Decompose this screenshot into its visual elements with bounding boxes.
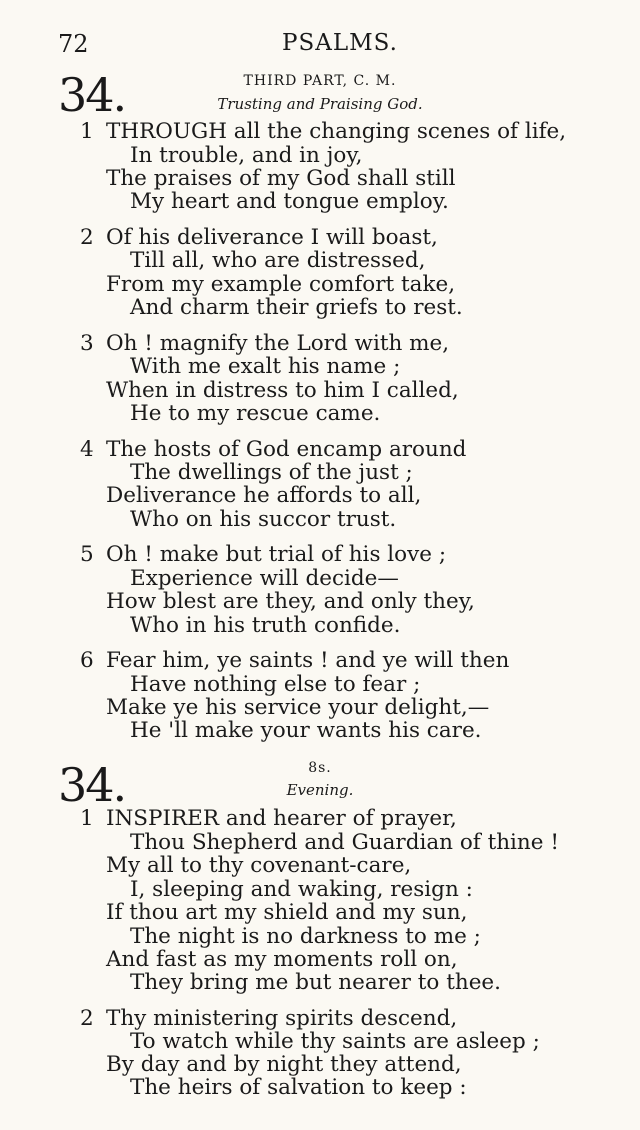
verse-line: Who on his succor trust. bbox=[130, 507, 397, 532]
verse-line: To watch while thy saints are asleep ; bbox=[130, 1029, 540, 1054]
verse-line: THROUGH all the changing scenes of life, bbox=[106, 119, 567, 144]
verse-line: I, sleeping and waking, resign : bbox=[130, 877, 473, 902]
verse-line: INSPIRER and hearer of prayer, bbox=[106, 806, 457, 831]
verse-line: My heart and tongue employ. bbox=[130, 189, 449, 214]
verse-line: With me exalt his name ; bbox=[130, 354, 401, 379]
verse-line: The hosts of God encamp around bbox=[106, 437, 467, 462]
verse-line: The praises of my God shall still bbox=[106, 166, 456, 191]
verse-number: 2 bbox=[80, 1006, 94, 1031]
verse-line: And charm their griefs to rest. bbox=[130, 295, 463, 320]
verse-line: Deliverance he affords to all, bbox=[106, 483, 422, 508]
verse-number: 6 bbox=[80, 648, 94, 673]
verse-line: Thy ministering spirits descend, bbox=[106, 1006, 458, 1031]
verse-number: 4 bbox=[80, 437, 94, 462]
verse-line: Oh ! make but trial of his love ; bbox=[106, 542, 447, 567]
verse-line: Till all, who are distressed, bbox=[130, 248, 426, 273]
verse-line: How blest are they, and only they, bbox=[106, 589, 475, 614]
verse-line: He to my rescue came. bbox=[130, 401, 381, 426]
hymn-subtitle: Trusting and Praising God. bbox=[217, 95, 423, 113]
verse-line: If thou art my shield and my sun, bbox=[106, 900, 468, 925]
verse-line: The night is no darkness to me ; bbox=[130, 924, 481, 949]
page-number: 72 bbox=[58, 30, 89, 58]
verse-line: They bring me but nearer to thee. bbox=[130, 970, 501, 995]
verse-line: Experience will decide— bbox=[130, 566, 399, 591]
verse-line: The heirs of salvation to keep : bbox=[130, 1075, 467, 1100]
verse-number: 1 bbox=[80, 806, 94, 831]
verse-line: By day and by night they attend, bbox=[106, 1052, 462, 1077]
verse-line: Make ye his service your delight,— bbox=[106, 695, 490, 720]
verse-line: Thou Shepherd and Guardian of thine ! bbox=[130, 830, 559, 855]
hymn-meter: THIRD PART, C. M. bbox=[243, 73, 397, 89]
hymn-number: 34. bbox=[58, 758, 126, 812]
verse-line: The dwellings of the just ; bbox=[130, 460, 413, 485]
verse-line: And fast as my moments roll on, bbox=[106, 947, 458, 972]
hymn-number: 34. bbox=[58, 68, 126, 122]
verse-number: 3 bbox=[80, 331, 94, 356]
hymn-subtitle: Evening. bbox=[286, 781, 354, 799]
verse-line: Fear him, ye saints ! and ye will then bbox=[106, 648, 510, 673]
verse-line: Have nothing else to fear ; bbox=[130, 672, 421, 697]
verse-line: Of his deliverance I will boast, bbox=[106, 225, 438, 250]
verse-line: He 'll make your wants his care. bbox=[130, 718, 482, 743]
verse-number: 1 bbox=[80, 119, 94, 144]
verse-line: From my example comfort take, bbox=[106, 272, 456, 297]
verse-number: 2 bbox=[80, 225, 94, 250]
hymn-meter: 8s. bbox=[308, 760, 332, 776]
verse-line: In trouble, and in joy, bbox=[130, 143, 363, 168]
verse-line: Who in his truth confide. bbox=[130, 613, 401, 638]
verse-line: When in distress to him I called, bbox=[106, 378, 459, 403]
running-head: PSALMS. bbox=[282, 30, 398, 56]
verse-line: My all to thy covenant-care, bbox=[106, 853, 412, 878]
verse-line: Oh ! magnify the Lord with me, bbox=[106, 331, 450, 356]
verse-number: 5 bbox=[80, 542, 94, 567]
